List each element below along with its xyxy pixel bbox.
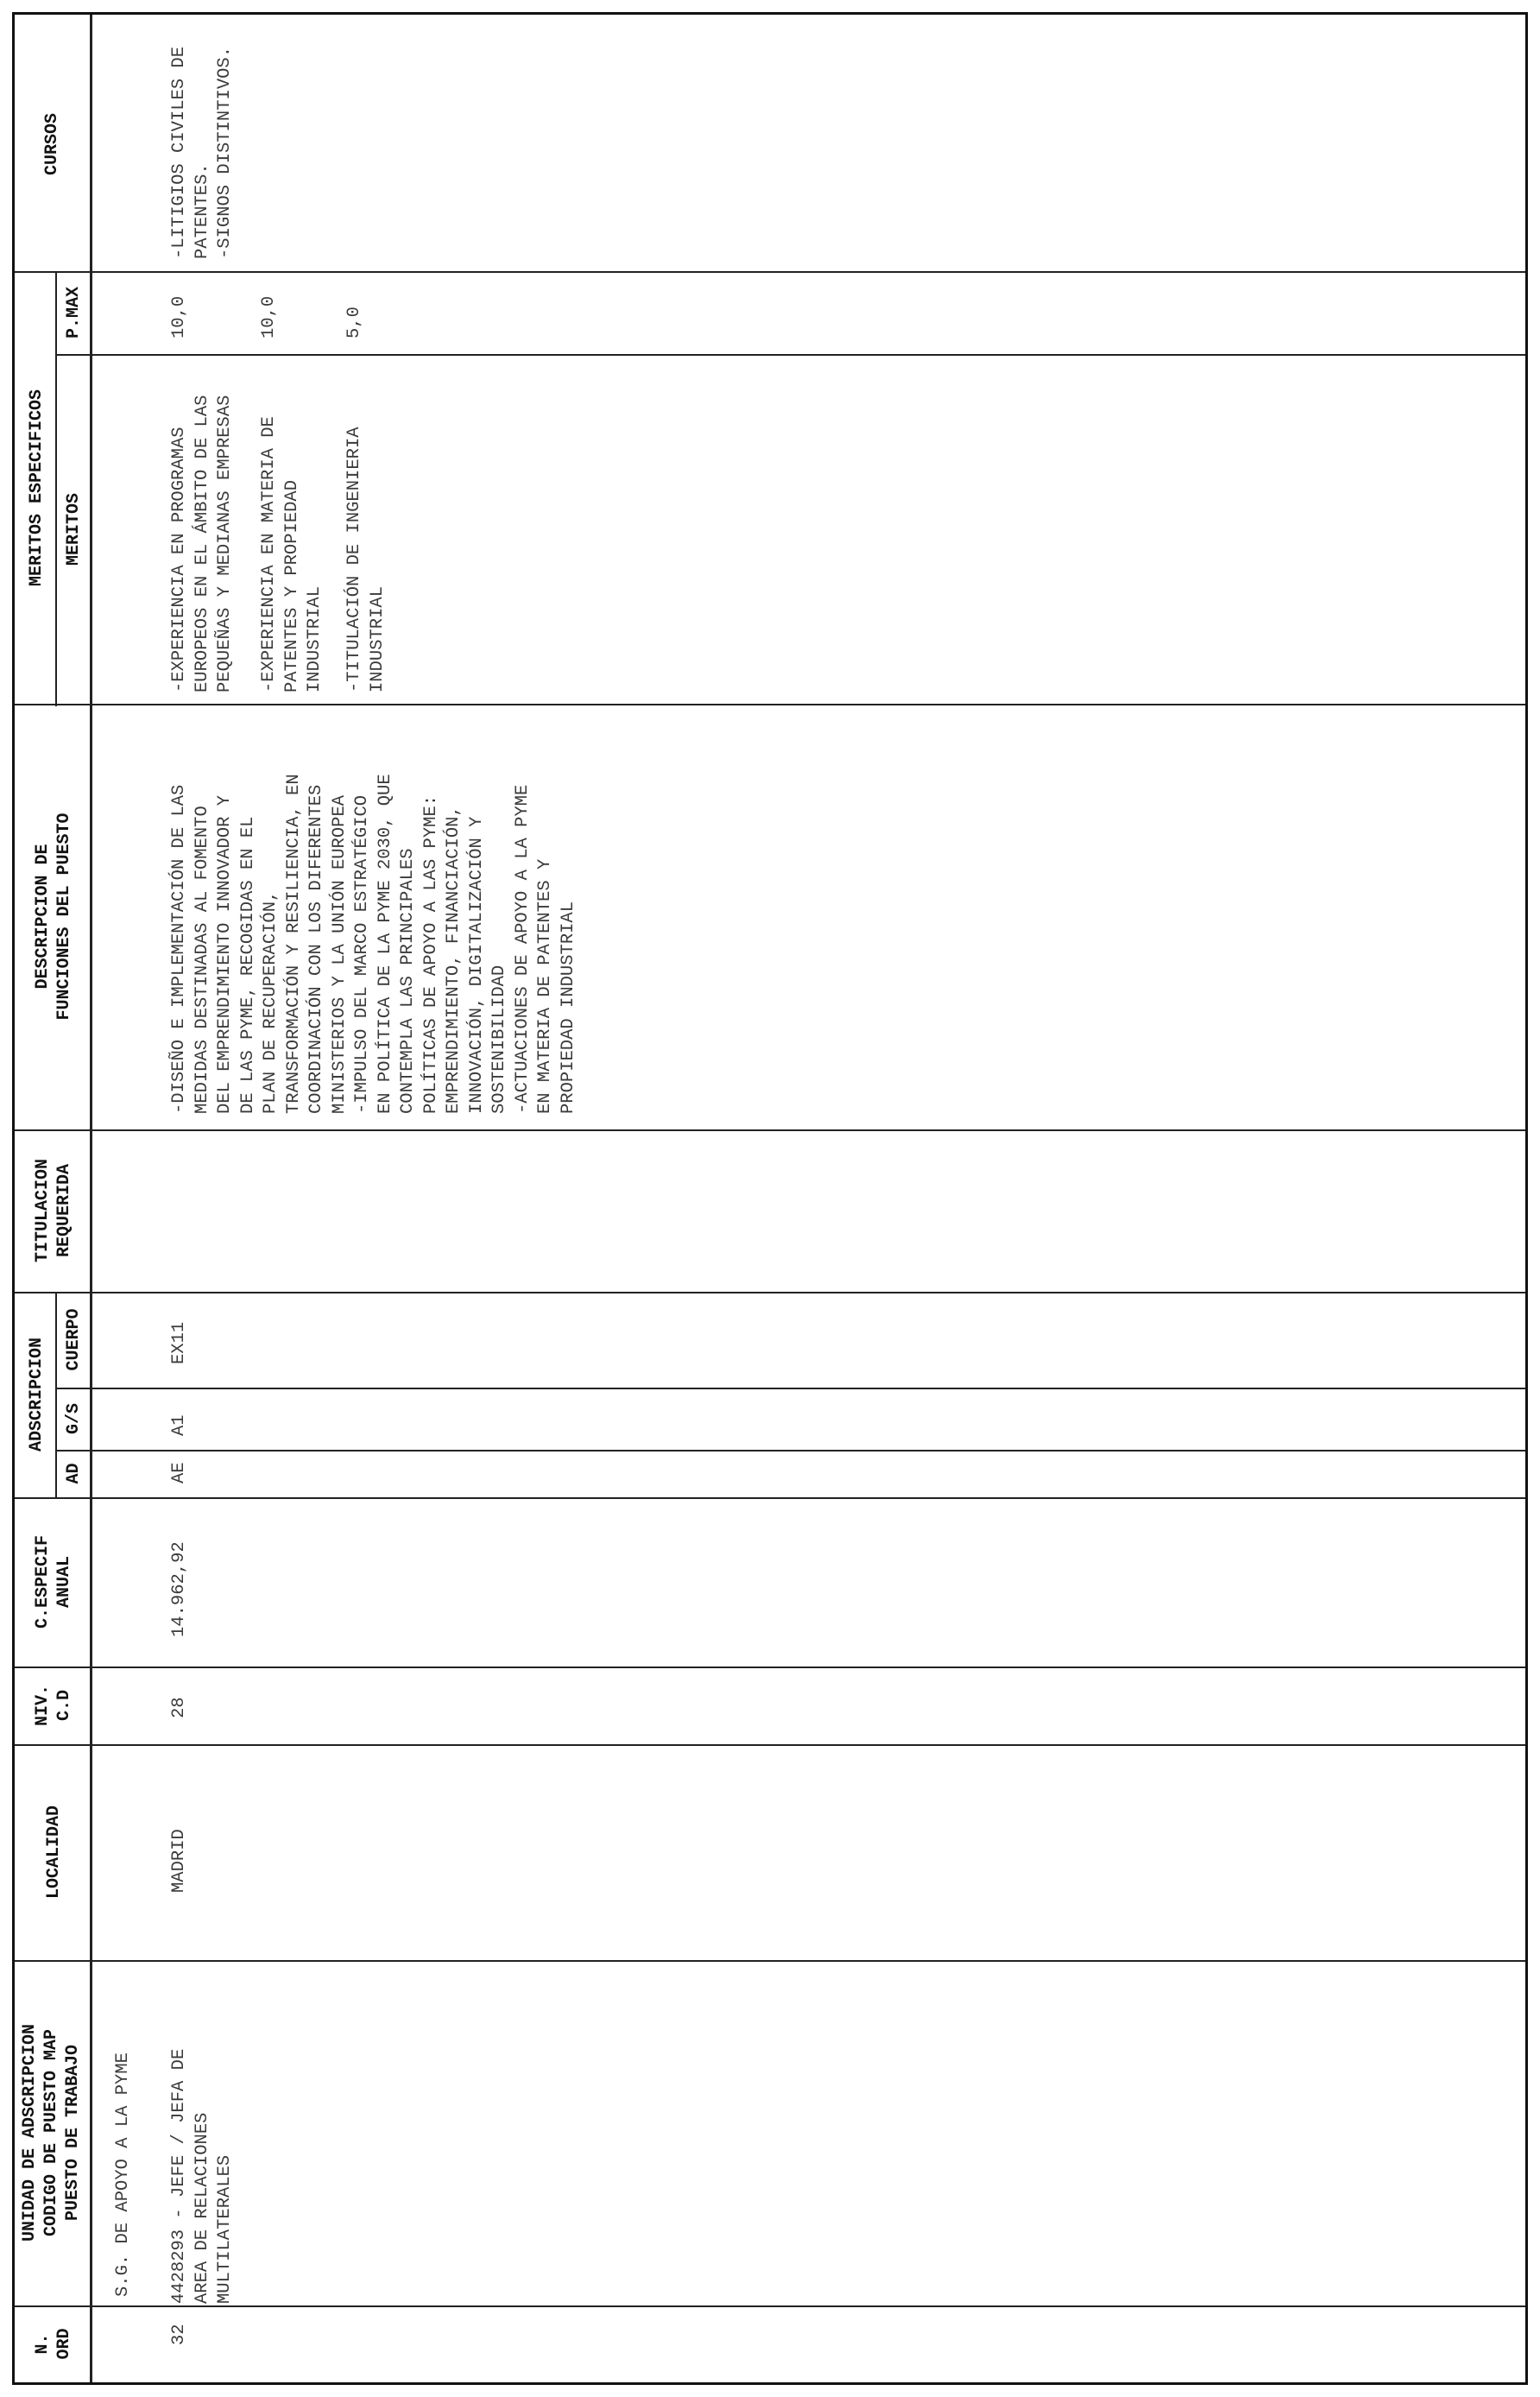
unit-heading: S.G. DE APOYO A LA PYME: [113, 2052, 133, 2297]
header-localidad: LOCALIDAD: [43, 1805, 64, 1900]
header-meritos: MERITOS: [63, 493, 84, 566]
row-merito-1-pmax: 10,0: [169, 295, 189, 338]
row-localidad: MADRID: [169, 1829, 189, 1893]
header-c-especif: C.ESPECIF ANUAL: [33, 1534, 74, 1629]
sep-cursos-meritos: [15, 271, 1525, 273]
row-nivel: 28: [169, 1697, 189, 1718]
sep-localidad-unidad: [15, 1960, 1525, 1962]
sep-descripcion-titulacion: [15, 1129, 1525, 1131]
row-merito-1: -EXPERIENCIA EN PROGRAMAS EUROPEOS EN EL ÁMBITO DE LAS PEQUEÑAS Y MEDIANAS EMPRESAS: [169, 395, 235, 693]
header-nivel: NIV. C.D: [33, 1685, 74, 1727]
row-cursos: -LITIGIOS CIVILES DE PATENTES. -SIGNOS DISTINTIVOS.: [169, 46, 235, 259]
row-gs: A1: [169, 1414, 189, 1436]
row-merito-3: -TITULACIÓN DE INGENIERIA INDUSTRIAL: [344, 427, 388, 693]
sep-unidad-nord: [15, 2305, 1525, 2307]
header-pmax: P.MAX: [63, 287, 84, 339]
sep-adscripcion-cespecif: [15, 1497, 1525, 1499]
row-ad: AE: [169, 1462, 189, 1483]
sep-header-body: [90, 15, 92, 2382]
header-unidad: UNIDAD DE ADSCRIPCION CODIGO DE PUESTO MAP PUESTO DE TRABAJO: [19, 2023, 83, 2242]
header-cuerpo: CUERPO: [63, 1308, 84, 1371]
row-merito-3-pmax: 5,0: [344, 307, 364, 338]
row-merito-2: -EXPERIENCIA EN MATERIA DE PATENTES Y PROPIEDAD INDUSTRIAL: [259, 416, 325, 693]
row-puesto: 4428293 - JEFE / JEFA DE AREA DE RELACIONES MULTILATERALES: [169, 2048, 235, 2304]
page-frame: [12, 12, 1528, 2385]
row-cuerpo: EX11: [169, 1321, 189, 1364]
header-descripcion: DESCRIPCION DE FUNCIONES DEL PUESTO: [33, 813, 74, 1021]
sep-cuerpo-gs: [55, 1388, 1525, 1389]
row-descripcion: -DISEÑO E IMPLEMENTACIÓN DE LAS MEDIDAS DESTINADAS AL FOMENTO DEL EMPRENDIMIENTO INNOVADOR Y DE LAS PYME, RECOGIDAS EN EL PLAN DE RECUPERACIÓN, TRANSFORMACIÓN Y RESILIENCIA, EN COORDINACIÓN CON LOS DIFERENTES MINISTERIOS Y LA UNIÓN EUROPEA -IMPULSO DEL MARCO ESTRATÉGICO EN POLÍTICA DE LA PYME 2030, QUE CONTEMPLA LAS PRINCIPALES POLÍTICAS DE APOYO A LAS PYME: EMPRENDIMIENTO, FINANCIACIÓN, INNOVACIÓN, DIGITALIZACIÓN Y SOSTENIBILIDAD -ACTUACIONES DE APOYO A LA PYME EN MATERIA DE PATENTES Y PROPIEDAD INDUSTRIAL: [169, 774, 578, 1114]
sep-cespecif-nivel: [15, 1667, 1525, 1668]
sep-titulacion-adscripcion: [15, 1292, 1525, 1293]
header-meritos-especificos: MERITOS ESPECIFICOS: [26, 389, 47, 587]
header-gs: G/S: [63, 1403, 84, 1435]
row-c-especif: 14.962,92: [169, 1541, 189, 1637]
row-n-ord: 32: [169, 2324, 189, 2345]
header-n-ord: N. ORD: [33, 2328, 74, 2360]
header-adscripcion: ADSCRIPCION: [26, 1337, 47, 1452]
header-cursos: CURSOS: [41, 113, 62, 176]
header-ad: AD: [63, 1463, 84, 1484]
header-titulacion: TITULACION REQUERIDA: [33, 1158, 74, 1263]
sep-gs-ad: [55, 1450, 1525, 1451]
row-merito-2-pmax: 10,0: [259, 295, 279, 338]
sep-nivel-localidad: [15, 1744, 1525, 1746]
